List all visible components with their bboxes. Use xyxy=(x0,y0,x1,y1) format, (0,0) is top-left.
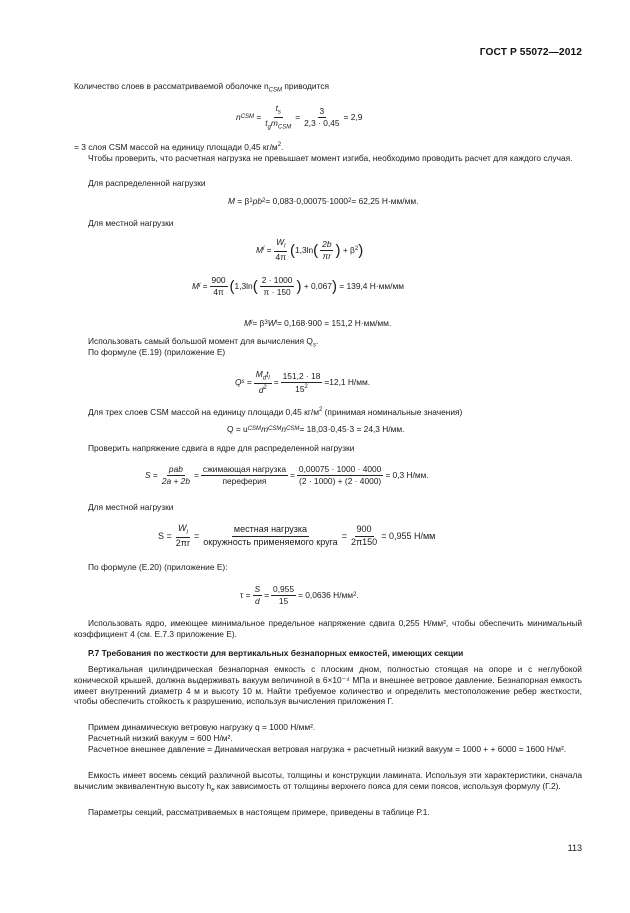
formula-q: Q = u CSM m CSM n CSM = 18,03·0,45·3 = 24,3 Н/мм. xyxy=(227,424,405,434)
paragraph-check-shear: Проверить напряжение сдвига в ядре для распределенной нагрузки xyxy=(88,443,355,453)
paragraph-distributed-load: Для распределенной нагрузки xyxy=(88,178,206,188)
paragraph-vacuum: Расчетный низкий вакуум = 600 Н/м². xyxy=(88,733,233,743)
paragraph-local-load-2: Для местной нагрузки xyxy=(88,502,174,512)
formula-shear-distributed: S = $\frac{\text{pab}}{2a + 2b}$ = $\frac{\text{сжимающая нагрузка}}{\text{переферия}}$ = $\frac{0,00075 \cdot 1000 \cdot 4000}{(2 \cdot 1000) + (2 \cdot 4000)}$ = 0,3 Н/мм. xyxy=(145,464,429,487)
formula-moment-local-numeric: M l = $\frac{900}{4\pi}$ ( 1,3ln ( $\frac{2 \cdot 1000}{\pi \cdot 150}$ ) + 0,067 ) = 139,4 Н·мм/мм xyxy=(192,275,404,298)
formula-shear-local: S = $\frac{W_l}{2\pi r}$ = $\frac{\text{местная нагрузка}}{\text{окружность применяемого круга}}$ = $\frac{900}{2\pi 150}$ = 0,955 Н/мм xyxy=(158,523,436,549)
formula-moment-local: M l = $\frac{W_l}{4\pi}$ ( 1,3ln ( $\frac{2b}{\pi r}$ ) + β 2 ) xyxy=(256,237,364,263)
paragraph-formula-e19: По формуле (Е.19) (приложение Е) xyxy=(88,347,226,357)
paragraph-tank-description: Вертикальная цилиндрическая безнапорная емкость с плоским дном, полностью стоящая на опоре и с неглубокой конической крышей, должна выдерживать вакуум величиной в 6×10⁻⁴ МПа и внешнее ветровое давление. Безнапорная емкость имеет внутренний диаметр 4 м и высоту 10 м. Найти требуемое количество и определить местоположение ребер жесткости, чтобы обеспечить стойкость к разрушению, используя вычисления приложения Г. xyxy=(74,664,582,707)
paragraph-result-layers: = 3 слоя CSM массой на единицу площади 0,45 $кг/м^2$. xyxy=(74,142,284,152)
paragraph-largest-moment: Использовать самый большой момент для вычисления $Q_s$. xyxy=(88,336,319,349)
formula-layers: n CSM = $\frac{t_s}{t_gm_{CSM}}$ = $\frac{3}{2,3 \cdot 0,45}$ = 2,9 xyxy=(236,103,363,131)
paragraph-external-pressure: Расчетное внешнее давление = Динамическая ветровая нагрузка + расчетный низкий вакуум = 1000 + + 6000 = 1600 Н/м². xyxy=(88,744,567,754)
formula-tau: τ = $\frac{S}{d}$ = $\frac{0,955}{15}$ = 0,0636 Н/мм 2 . xyxy=(240,584,359,607)
paragraph-check: Чтобы проверить, что расчетная нагрузка не превышает момент изгиба, необходимо проводить расчет для каждого случая. xyxy=(88,153,573,163)
paragraph-wind-load: Примем динамическую ветровую нагрузку q = 1000 Н/мм². xyxy=(88,722,316,732)
page-number: 113 xyxy=(567,843,582,854)
paragraph-table-ref: Параметры секций, рассматриваемых в настоящем примере, приведены в таблице Р.1. xyxy=(88,807,430,817)
paragraph-core: Использовать ядро, имеющее минимальное предельное напряжение сдвига 0,255 Н/мм², чтобы обеспечить минимальный коэффициент 4 (см. Е.7.3 приложение Е). xyxy=(74,618,582,639)
section-title: Р.7 Требования по жесткости для вертикальных безнапорных емкостей, имеющих секции xyxy=(88,648,464,658)
formula-moment-distributed: M = β 1 pb 2 = 0,083·0,00075·1000 2 = 62,25 Н·мм/мм. xyxy=(228,196,419,206)
paragraph-formula-e20: По формуле (Е.20) (приложение Е): xyxy=(88,562,228,572)
paragraph-layers: Количество слоев в рассматриваемой оболочке $n_{CSM}$ приводится xyxy=(74,81,330,94)
paragraph-three-layers: Для трех слоев CSM массой на единицу площади 0,45 $кг/м^2$ (принимая номинальные значения) xyxy=(88,407,463,417)
formula-moment-beta3: M l = β 3 W l = 0,168·900 = 151,2 Н·мм/мм. xyxy=(244,318,392,328)
paragraph-sections: Емкость имеет восемь секций различной высоты, толщины и конструкции ламината. Используя эти характеристики, сначала вычислим эквивалентную высоту $h_e$ как зависимость от толщины верхнего пояса для семи поясов, используя формулу (Г.2). xyxy=(74,770,582,794)
document-code: ГОСТ Р 55072—2012 xyxy=(479,47,582,58)
formula-qs: Q s = $\frac{M_dt_l}{d^2}$ = $\frac{151,2 \cdot 18}{15^2}$ =12,1 Н/мм. xyxy=(235,369,371,396)
paragraph-local-load: Для местной нагрузки xyxy=(88,218,174,228)
